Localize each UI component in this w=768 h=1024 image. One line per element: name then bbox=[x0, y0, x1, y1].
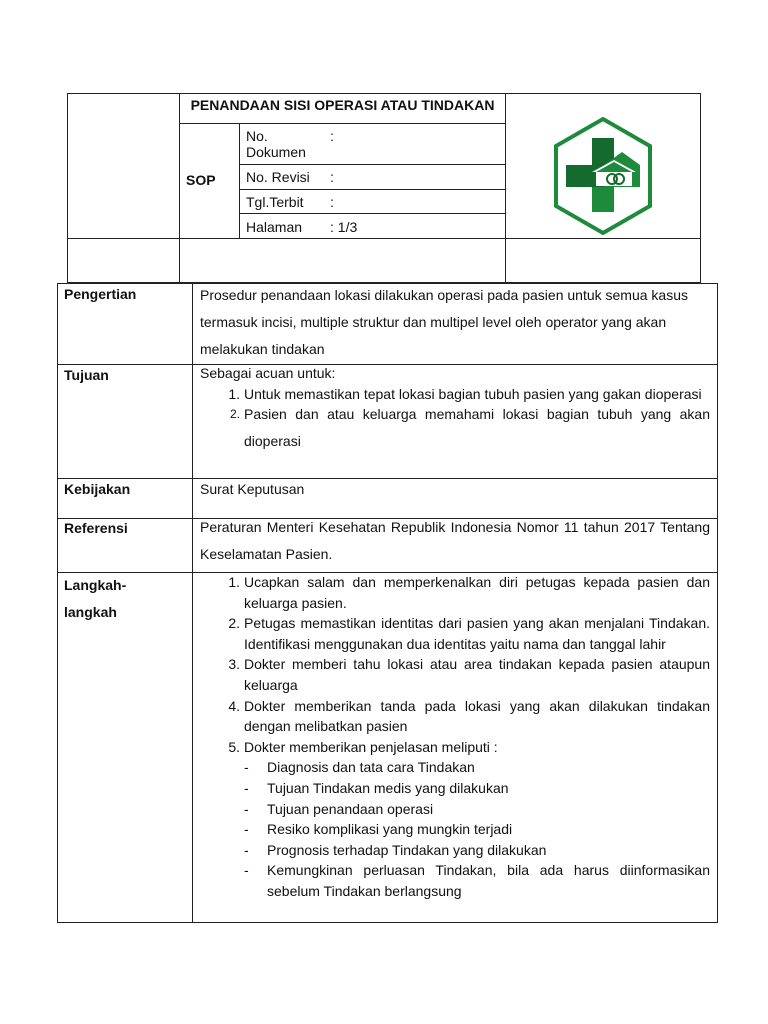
list-item bbox=[220, 401, 710, 455]
list-item-text: Untuk memastikan tepat lokasi bagian tubuh pasien yang gakan dioperasi bbox=[244, 386, 702, 402]
sub-list-item bbox=[244, 757, 710, 778]
list-item-text: Dokter memberi tahu lokasi atau area tindakan kepada pasien ataupun keluarga bbox=[244, 656, 710, 693]
pengertian-text: Prosedur penandaan lokasi dilakukan operasi pada pasien untuk semua kasus termasuk incisi, multiple struktur dan multipel level oleh operator yang akan melakukan tindakan bbox=[200, 287, 688, 357]
list-number: 3. bbox=[228, 656, 240, 673]
field-label-tgl-terbit: Tgl.Terbit bbox=[246, 194, 304, 210]
sub-list bbox=[220, 757, 710, 901]
list-number: 1. bbox=[228, 386, 240, 402]
sub-list-item bbox=[244, 778, 710, 799]
list-item bbox=[220, 613, 710, 654]
list-number: 5. bbox=[228, 738, 240, 755]
tujuan-list bbox=[220, 384, 710, 455]
dash-bullet: - bbox=[244, 862, 249, 879]
sub-list-item bbox=[244, 860, 710, 901]
dash-bullet: - bbox=[244, 759, 249, 776]
list-item-text: Dokter memberikan tanda pada lokasi yang akan dilakukan tindakan dengan melibatkan pasien bbox=[244, 697, 710, 735]
sub-list-item-text: Diagnosis dan tata cara Tindakan bbox=[267, 759, 475, 776]
sop-label: SOP bbox=[186, 172, 216, 188]
list-number: 4. bbox=[228, 697, 240, 714]
list-number: 2. bbox=[228, 615, 240, 632]
health-cross-house-logo bbox=[552, 116, 654, 236]
tujuan-intro: Sebagai acuan untuk: bbox=[200, 365, 336, 381]
sub-list-item bbox=[244, 819, 710, 840]
row-label-pengertian: Pengertian bbox=[64, 286, 137, 302]
row-label-referensi: Referensi bbox=[64, 520, 128, 536]
list-item-text: Petugas memastikan identitas dari pasien yang akan menjalani Tindakan. Identifikasi menggunakan dua identitas yaitu nama dan tanggal lahir bbox=[244, 615, 710, 652]
dash-bullet: - bbox=[244, 800, 249, 817]
field-label-no-revisi: No. Revisi bbox=[246, 169, 310, 185]
list-item bbox=[220, 572, 710, 613]
row-label-langkah bbox=[64, 572, 184, 626]
sub-list-item bbox=[244, 840, 710, 861]
list-item-text: Pasien dan atau keluarga memahami lokasi bagian tubuh yang akan dioperasi bbox=[244, 406, 710, 449]
list-item bbox=[220, 696, 710, 737]
field-value-no-dokumen: : bbox=[330, 128, 334, 144]
dash-bullet: - bbox=[244, 821, 249, 838]
list-item bbox=[220, 654, 710, 695]
sub-list-item-text: Kemungkinan perluasan Tindakan, bila ada harus diinformasikan sebelum Tindakan berlangsung bbox=[267, 862, 710, 899]
dash-bullet: - bbox=[244, 841, 249, 858]
list-item bbox=[220, 737, 710, 758]
dash-bullet: - bbox=[244, 779, 249, 796]
document-title: PENANDAAN SISI OPERASI ATAU TINDAKAN bbox=[190, 97, 495, 113]
list-number: 2. bbox=[229, 407, 240, 421]
row-label-langkah-text: Langkah- langkah bbox=[64, 577, 127, 620]
field-label-halaman: Halaman bbox=[246, 219, 303, 235]
sub-list-item-text: Resiko komplikasi yang mungkin terjadi bbox=[267, 821, 513, 838]
sub-list-item bbox=[244, 799, 710, 820]
list-number: 1. bbox=[228, 574, 240, 590]
row-label-kebijakan: Kebijakan bbox=[64, 481, 131, 497]
referensi-text: Peraturan Menteri Kesehatan Republik Indonesia Nomor 11 tahun 2017 Tentang Keselamatan Pasien. bbox=[200, 519, 710, 562]
row-label-tujuan: Tujuan bbox=[64, 367, 109, 383]
field-label-no: No. Dokumen bbox=[246, 128, 306, 160]
sub-list-item-text: Tujuan penandaan operasi bbox=[267, 800, 434, 817]
field-label-no-dokumen bbox=[246, 128, 316, 160]
langkah-list bbox=[220, 572, 710, 902]
list-item-text: Ucapkan salam dan memperkenalkan diri petugas kepada pasien dan keluarga pasien. bbox=[244, 574, 710, 611]
sub-list-item-text: Tujuan Tindakan medis yang dilakukan bbox=[267, 779, 509, 796]
field-value-tgl-terbit: : bbox=[330, 194, 334, 210]
field-value-no-revisi: : bbox=[330, 169, 334, 185]
kebijakan-text: Surat Keputusan bbox=[200, 481, 305, 497]
logo-icon bbox=[552, 116, 654, 236]
field-value-halaman: : 1/3 bbox=[330, 219, 358, 235]
sub-list-item-text: Prognosis terhadap Tindakan yang dilakukan bbox=[267, 841, 547, 858]
list-item-text: Dokter memberikan penjelasan meliputi : bbox=[244, 738, 498, 755]
